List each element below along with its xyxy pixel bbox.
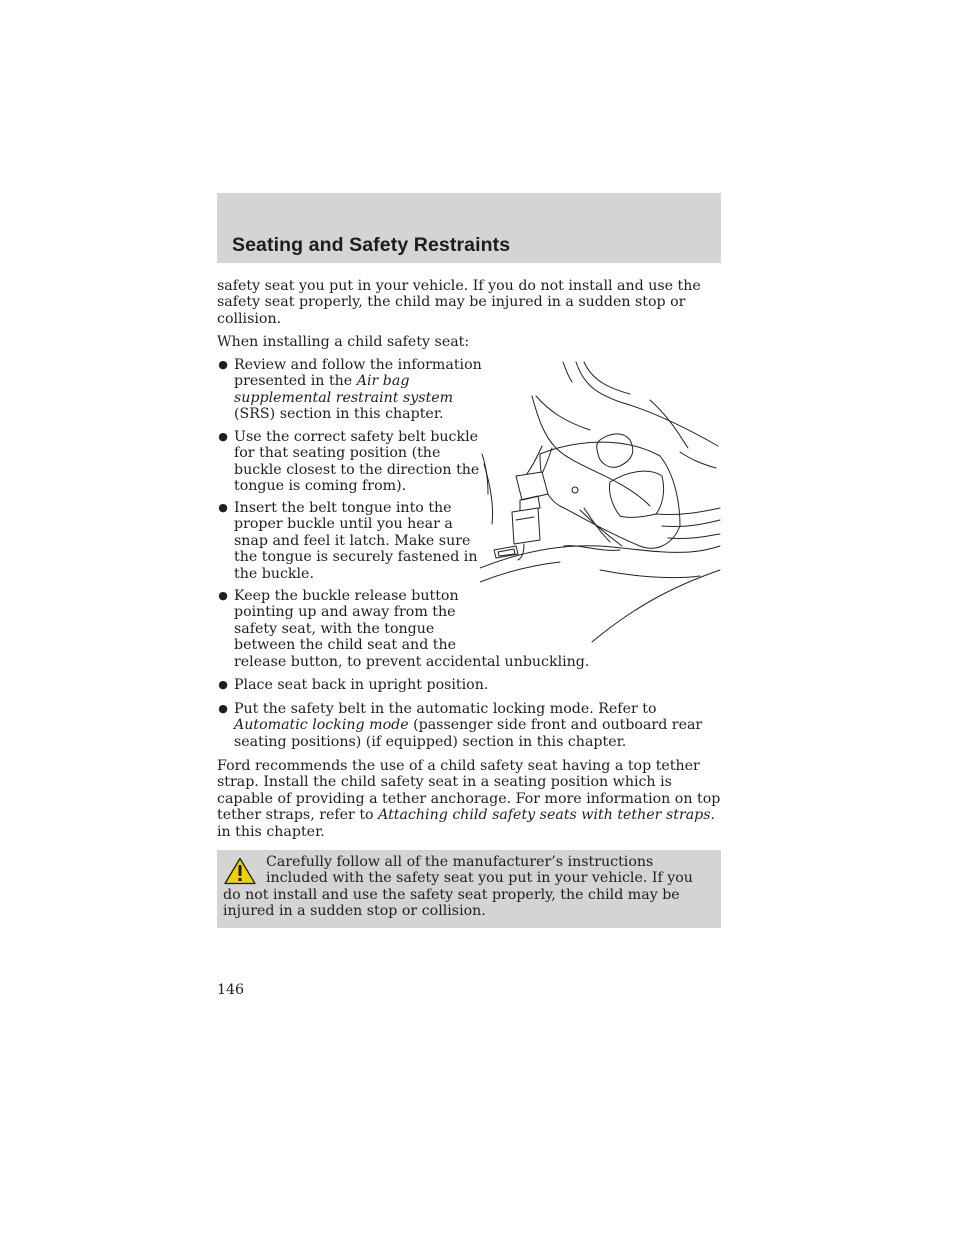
- locking-mode-reference: Automatic locking mode: [234, 717, 409, 734]
- tether-reference: Attaching child safety seats with tether straps.: [378, 807, 716, 824]
- child-seat-buckle-illustration: [480, 356, 722, 646]
- warning-box: [217, 850, 721, 928]
- list-item-text: Keep the buckle release button pointing up and away from the safety seat, with the tongue between the child seat and the release button, to prevent accidental unbuckling.: [234, 588, 590, 670]
- list-item-text: Insert the belt tongue into the proper buckle until you hear a snap and feel it latch. Make sure the tongue is securely fastened in the buckle.: [234, 500, 478, 582]
- list-item-text: Put the safety belt in the automatic locking mode. Refer to Automatic locking mode (passenger side front and outboard rear seating positions) (if equipped) section in this chapter.: [234, 701, 703, 750]
- srs-reference: Air bag supplemental restraint system: [234, 373, 454, 406]
- list-item-text: Place seat back in upright position.: [234, 677, 489, 693]
- tether-paragraph: Ford recommends the use of a child safety seat having a top tether strap. Install the child safety seat in a seating position which is capable of providing a tether anchorage. For more information on top tether straps, refer to Attaching child safety seats with tether straps. in this chapter.: [217, 758, 721, 840]
- bullet-dot: ●: [218, 589, 228, 602]
- installing-intro: When installing a child safety seat:: [217, 334, 470, 350]
- section-header-band: [217, 193, 721, 263]
- bullet-dot: ●: [218, 702, 228, 715]
- bullet-dot: ●: [218, 430, 228, 443]
- section-title: Seating and Safety Restraints: [232, 234, 511, 256]
- bullet-dot: ●: [218, 501, 228, 514]
- page-number: 146: [217, 982, 245, 998]
- intro-paragraph: safety seat you put in your vehicle. If you do not install and use the safety seat properly, the child may be injured in a sudden stop or collision.: [217, 278, 701, 327]
- bullet-dot: ●: [218, 678, 228, 691]
- warning-text: Carefully follow all of the manufacturer’s instructions included with the safety seat you put in your vehicle. If you do not install and use the safety seat properly, the child may be injured in a sudden stop or collision.: [223, 854, 693, 920]
- list-item-text: Review and follow the information presented in the Air bag supplemental restraint system (SRS) section in this chapter.: [234, 357, 482, 423]
- list-item-text: Use the correct safety belt buckle for that seating position (the buckle closest to the direction the tongue is coming from).: [234, 429, 480, 495]
- bullet-dot: ●: [218, 358, 228, 371]
